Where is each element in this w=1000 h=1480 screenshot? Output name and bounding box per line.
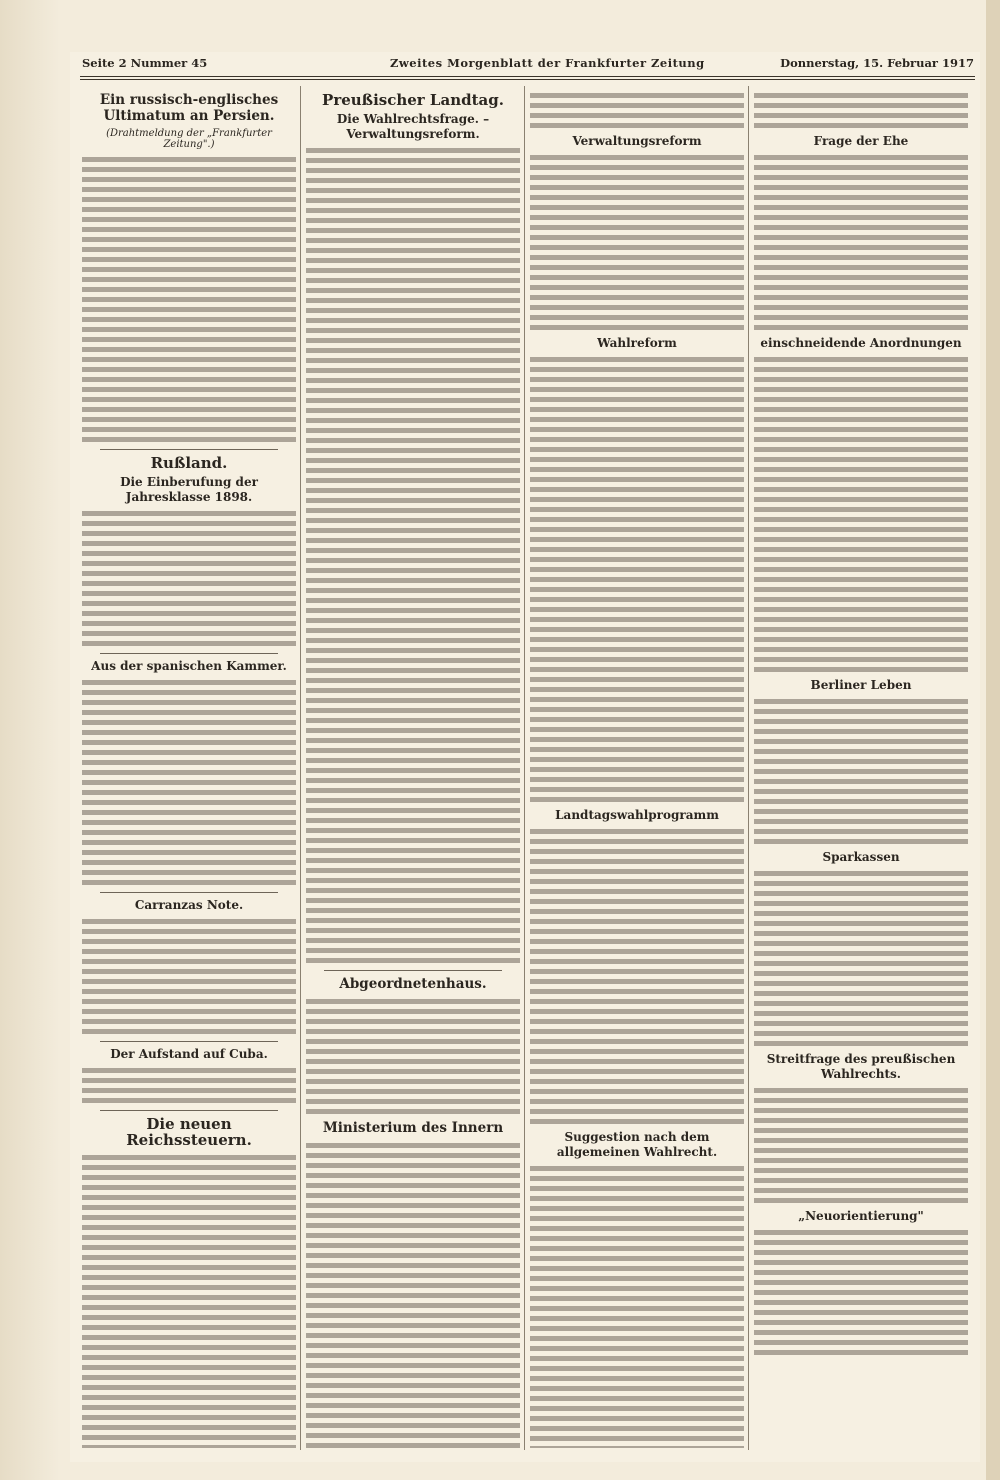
headline-abgeordnetenhaus: Abgeordnetenhaus. (339, 976, 487, 992)
newspaper-page (70, 52, 980, 1462)
subheadline-jahresklasse: Die Einberufung der Jahresklasse 1898. (120, 475, 258, 504)
header-rule (80, 76, 975, 77)
article-body (754, 90, 968, 130)
article-separator (100, 1110, 278, 1111)
article-body (82, 916, 296, 1036)
header-rule-thin (80, 79, 975, 80)
page-header (70, 56, 980, 78)
article-body (754, 868, 968, 1048)
section-einschneidende-anordnungen: einschneidende Anordnungen (760, 336, 962, 350)
headline-carranzas-note: Carranzas Note. (134, 898, 244, 912)
article-body (530, 826, 744, 1126)
section-berliner-leben: Berliner Leben (810, 678, 912, 692)
article-separator (100, 449, 278, 450)
headline-russland: Rußland. (150, 454, 228, 472)
column-2 (306, 88, 520, 1448)
headline-neuorientierung: „Neuorientierung" (798, 1209, 924, 1223)
section-frage-der-ehe: Frage der Ehe (813, 134, 909, 148)
column-3 (530, 88, 744, 1448)
article-separator (100, 653, 278, 654)
headline-aufstand-cuba: Der Aufstand auf Cuba. (110, 1047, 268, 1061)
section-wahlreform: Wahlreform (597, 336, 677, 350)
article-body (306, 996, 520, 1116)
column-divider (748, 86, 749, 1450)
article-separator (100, 1041, 278, 1042)
article-body (530, 1163, 744, 1448)
article-body (82, 154, 296, 444)
article-body (82, 1152, 296, 1448)
headline-reichssteuern: Die neuen Reichssteuern. (126, 1115, 252, 1149)
column-divider (524, 86, 525, 1450)
article-body (530, 354, 744, 804)
masthead-line: Zweites Morgenblatt der Frankfurter Zeitung (390, 56, 705, 70)
column-divider (300, 86, 301, 1450)
subheadline-wahlrechtsfrage: Die Wahlrechtsfrage. – Verwaltungsreform. (336, 112, 490, 141)
article-body (754, 696, 968, 846)
section-landtagswahlprogramm: Landtagswahlprogramm (555, 808, 719, 822)
article-body (754, 354, 968, 674)
article-body (754, 1227, 968, 1357)
issue-date: Donnerstag, 15. Februar 1917 (780, 56, 974, 70)
page-edge (986, 0, 1000, 1480)
headline-streitfrage-wahlrecht: Streitfrage des preußischen Wahlrechts. (766, 1052, 956, 1081)
dateline-note: (Drahtmeldung der „Frankfurter Zeitung".) (106, 128, 272, 150)
article-body (82, 1065, 296, 1105)
article-body (530, 152, 744, 332)
article-body (306, 145, 520, 965)
article-body (82, 677, 296, 887)
article-body (530, 90, 744, 130)
headline-ultimatum: Ein russisch-englisches Ultimatum an Persien. (99, 92, 279, 124)
section-verwaltungsreform: Verwaltungsreform (572, 134, 702, 148)
binding-shadow (0, 0, 60, 1480)
article-body (754, 1085, 968, 1205)
column-1 (82, 88, 296, 1448)
headline-spanische-kammer: Aus der spanischen Kammer. (91, 659, 287, 673)
headline-preussischer-landtag: Preußischer Landtag. (322, 91, 504, 109)
article-separator (100, 892, 278, 893)
column-4 (754, 88, 968, 1448)
headline-ministerium-innern: Ministerium des Innern (322, 1120, 504, 1136)
section-suggestion-wahlrecht: Suggestion nach dem allgemeinen Wahlrecht. (556, 1130, 718, 1159)
article-body (306, 1140, 520, 1448)
article-body (82, 508, 296, 648)
page-number: Seite 2 Nummer 45 (82, 56, 208, 70)
section-sparkassen: Sparkassen (822, 850, 900, 864)
article-separator (324, 970, 502, 971)
article-body (754, 152, 968, 332)
